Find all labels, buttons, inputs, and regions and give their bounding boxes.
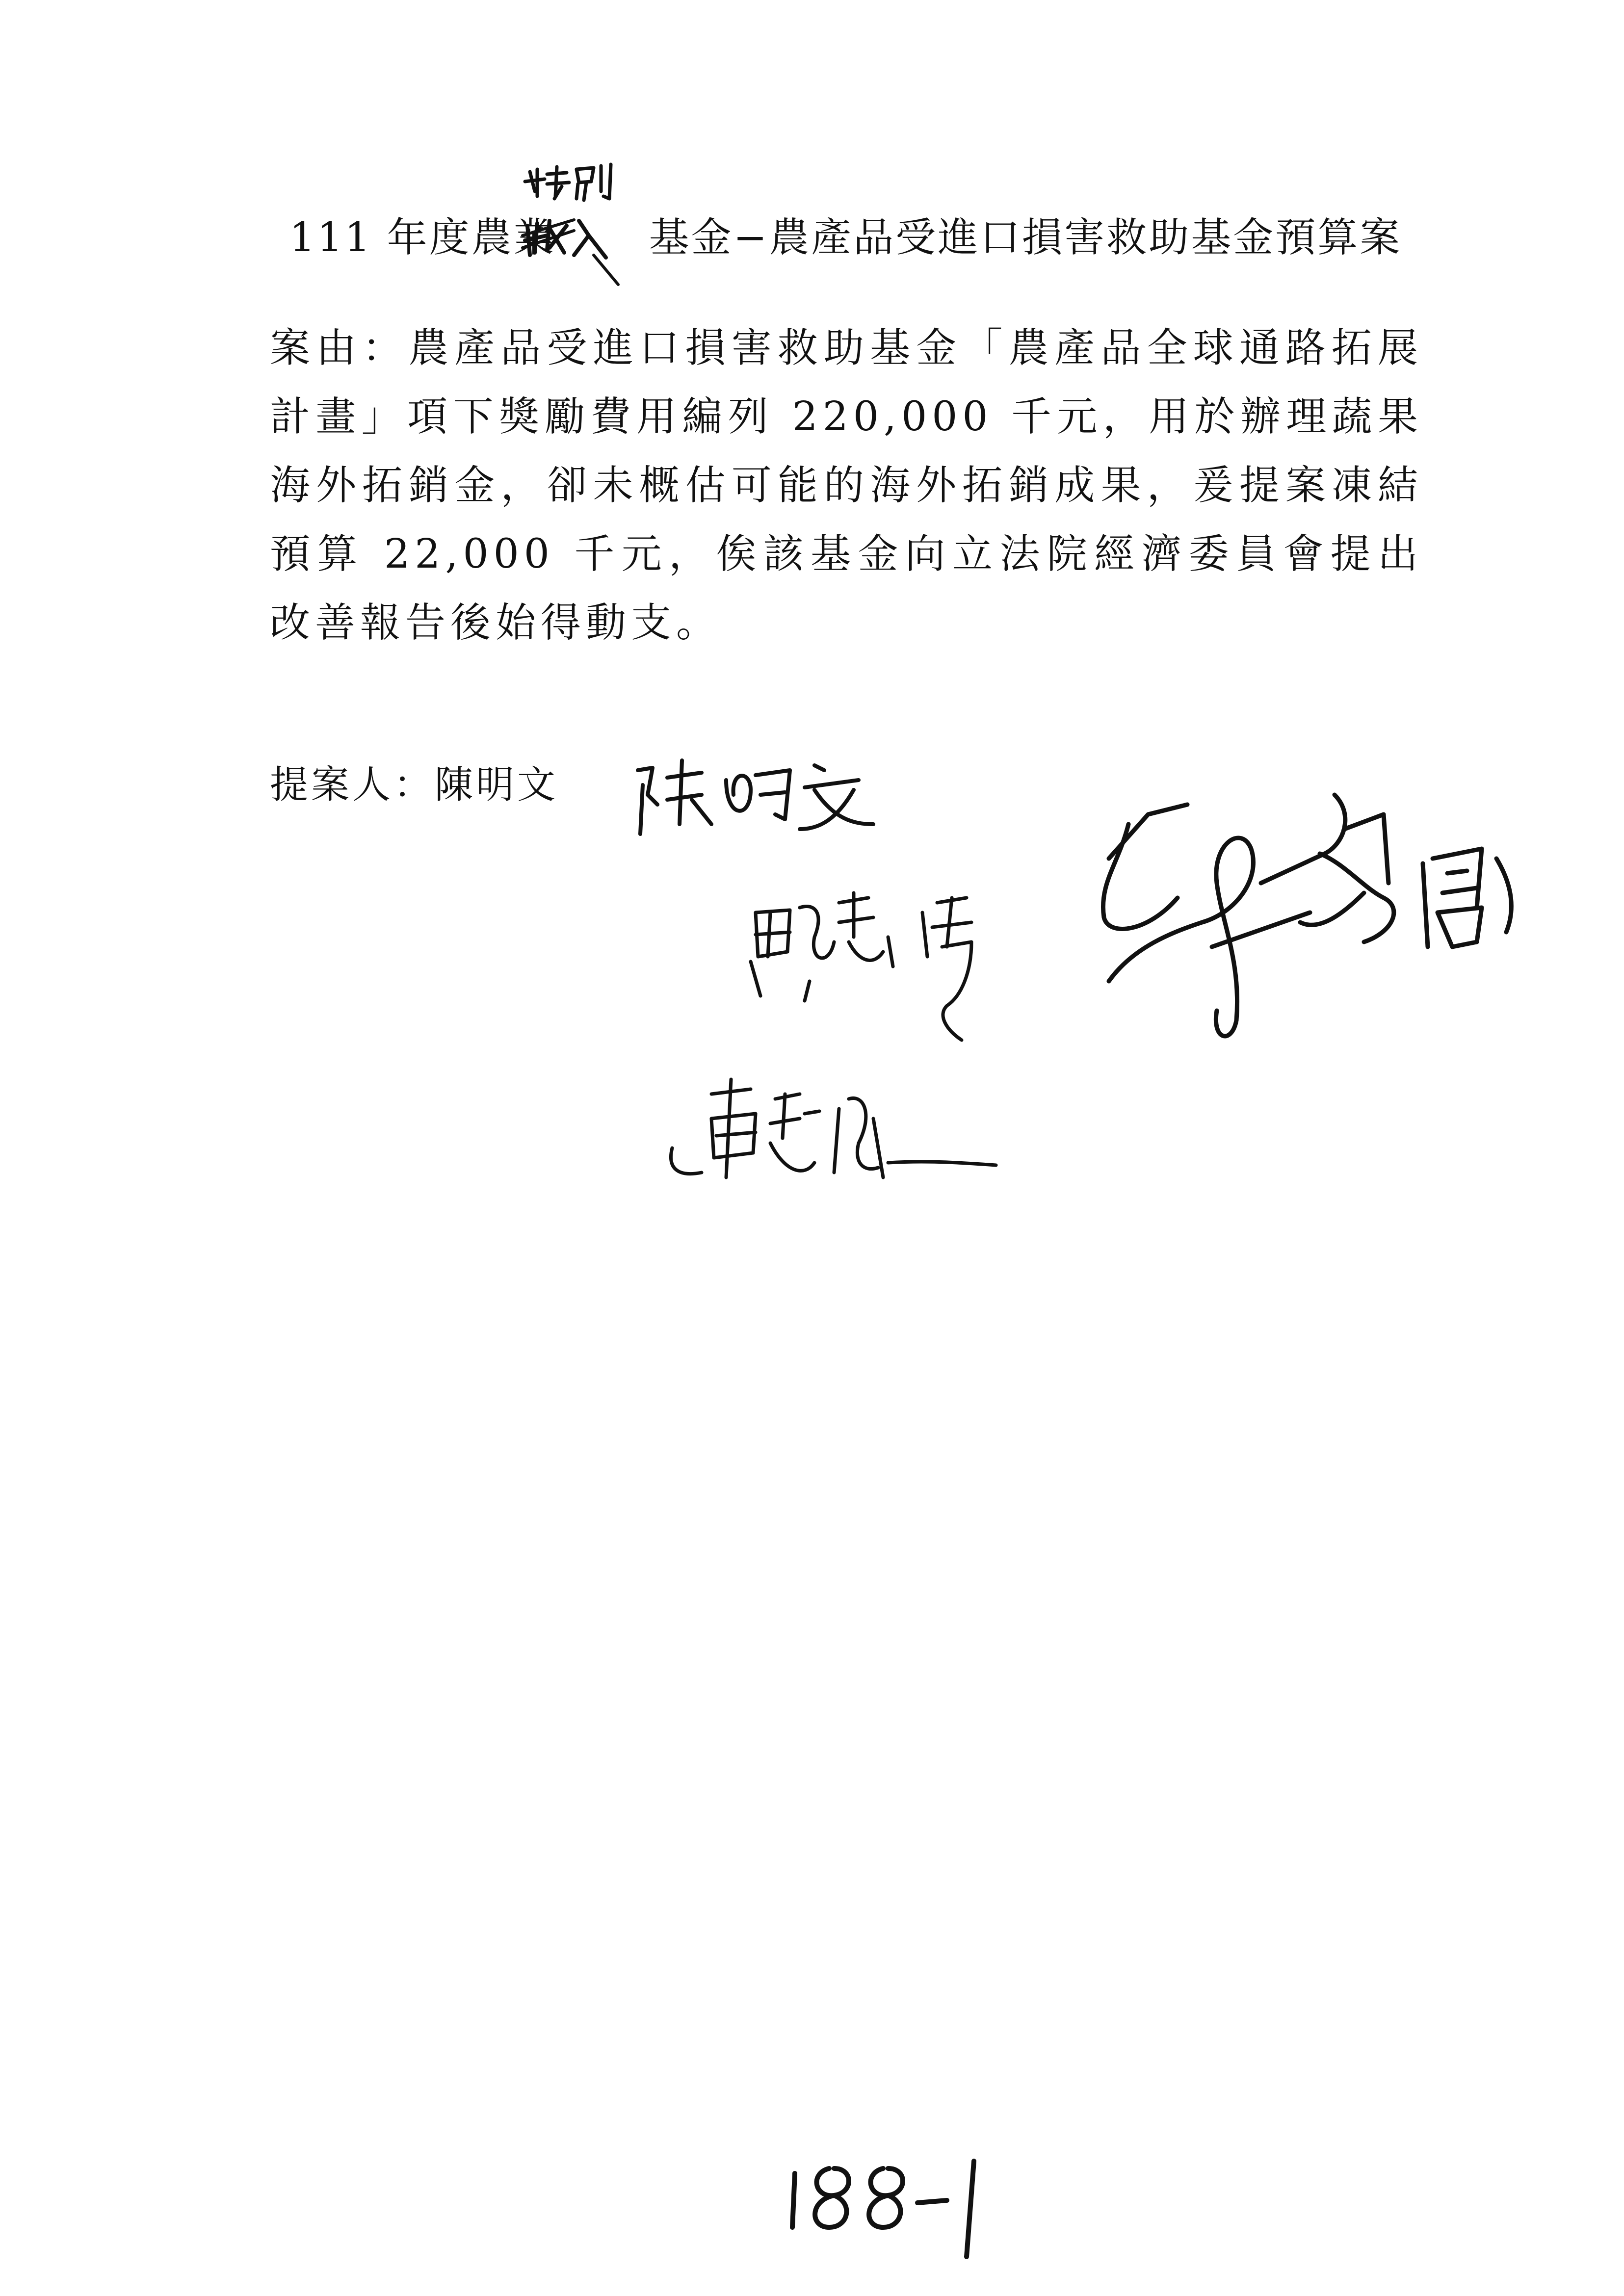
case-text: 農產品受進口損害救助基金「農產品全球通路拓展計畫」項下獎勵費用編列 220,000 千元，用於辦理蔬果海外拓銷金，卻未概估可能的海外拓銷成果，爰提案凍結預算 22,000 千元，俟該基金向立法院經濟委員會提出改善報告後始得動支。 xyxy=(270,325,1423,646)
signature-4-drawing xyxy=(657,1055,1001,1202)
page-number xyxy=(780,2154,996,2262)
signature-4 xyxy=(657,1055,1001,1202)
proposer-label: 提案人： xyxy=(270,763,435,807)
document-title xyxy=(289,211,1418,275)
proposer-name: 陳明文 xyxy=(435,763,559,807)
handwritten-correction xyxy=(520,162,628,289)
signature-2-drawing xyxy=(741,883,1045,1045)
handwritten-correction-drawing xyxy=(520,162,628,289)
signature-3 xyxy=(1089,785,1531,1060)
title-suffix: 基金−農產品受進口損害救助基金預算案 xyxy=(649,214,1402,261)
signature-1 xyxy=(628,751,893,839)
title-prefix: 111 年度農業 xyxy=(289,214,556,261)
signature-1-drawing xyxy=(628,751,893,839)
proposer-line xyxy=(270,756,558,814)
case-paragraph xyxy=(270,314,1423,657)
case-label: 案由： xyxy=(270,325,409,371)
signature-3-drawing xyxy=(1089,785,1531,1060)
signature-2 xyxy=(741,883,1045,1045)
page-number-drawing xyxy=(780,2154,996,2262)
